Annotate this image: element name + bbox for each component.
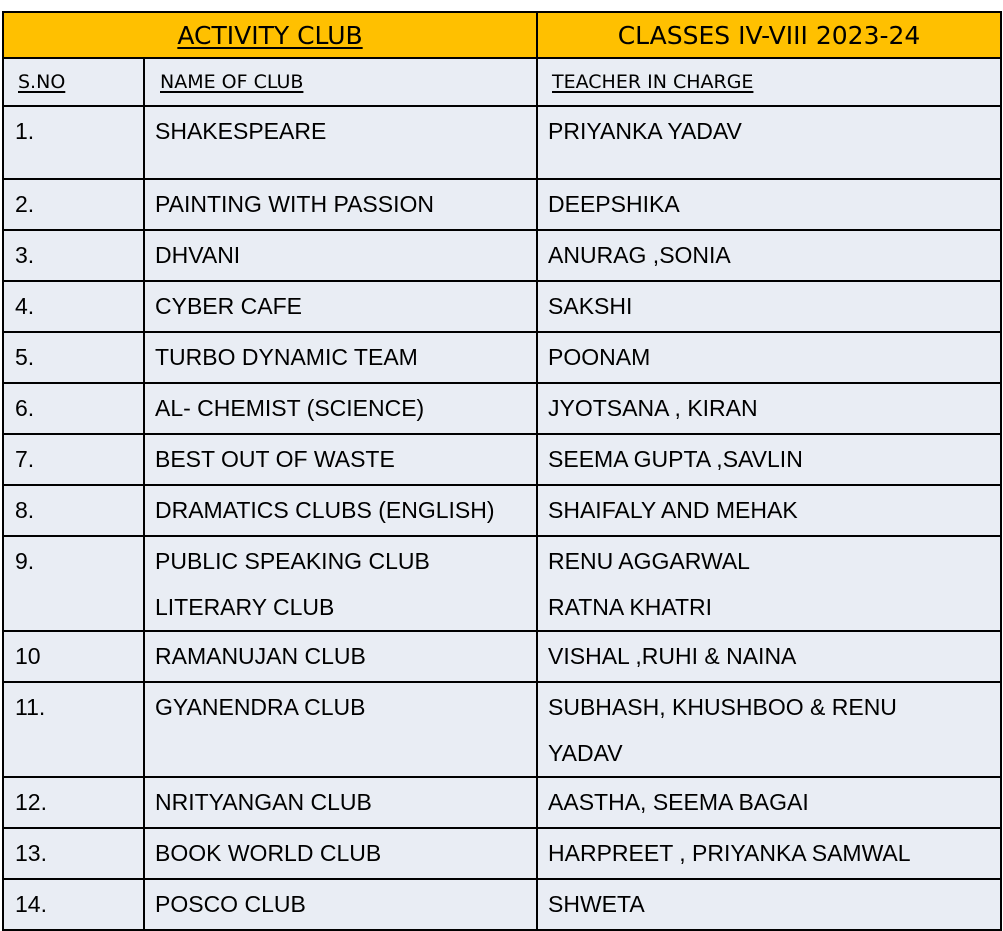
teacher-cell <box>537 777 1001 828</box>
table-row <box>3 828 1001 879</box>
teacher-text: SHAIFALY AND MEHAK <box>548 497 798 523</box>
club-cell <box>144 383 537 434</box>
title-row <box>3 12 1001 58</box>
teacher-text: SUBHASH, KHUSHBOO & RENU <box>548 694 897 720</box>
club-cell <box>144 434 537 485</box>
table-row <box>3 179 1001 230</box>
teacher-cell <box>537 631 1001 682</box>
sno-cell <box>3 281 144 332</box>
classes-year-title: CLASSES IV-VIII 2023-24 <box>537 12 1001 58</box>
club-cell <box>144 179 537 230</box>
sno-cell <box>3 230 144 281</box>
table-title <box>3 12 537 58</box>
teacher-cell <box>537 332 1001 383</box>
club-text: BEST OUT OF WASTE <box>155 446 395 472</box>
club-cell <box>144 485 537 536</box>
sno-cell <box>3 682 144 777</box>
club-text: RAMANUJAN CLUB <box>155 643 366 669</box>
sno-cell <box>3 179 144 230</box>
sno-text: 14. <box>15 891 47 917</box>
club-text: PAINTING WITH PASSION <box>155 191 434 217</box>
sno-cell <box>3 536 144 631</box>
teacher-cell <box>537 828 1001 879</box>
sno-text: 9. <box>15 548 35 574</box>
teacher-cell <box>537 682 1001 777</box>
teacher-text: SEEMA GUPTA ,SAVLIN <box>548 446 803 472</box>
sno-text: 2. <box>15 191 35 217</box>
sno-cell <box>3 631 144 682</box>
club-text: LITERARY CLUB <box>155 594 335 620</box>
table-row <box>3 631 1001 682</box>
teacher-cell <box>537 536 1001 631</box>
table-row <box>3 281 1001 332</box>
teacher-text: RENU AGGARWAL <box>548 548 750 574</box>
table-row <box>3 106 1001 179</box>
club-text: GYANENDRA CLUB <box>155 694 366 720</box>
teacher-text: SAKSHI <box>548 293 633 319</box>
teacher-text: DEEPSHIKA <box>548 191 680 217</box>
teacher-text: HARPREET , PRIYANKA SAMWAL <box>548 840 911 866</box>
sno-text: 5. <box>15 344 35 370</box>
sno-cell <box>3 828 144 879</box>
sno-cell <box>3 777 144 828</box>
club-text: CYBER CAFE <box>155 293 302 319</box>
table-row <box>3 879 1001 930</box>
table-row <box>3 485 1001 536</box>
column-header-club: NAME OF CLUB <box>144 58 537 106</box>
teacher-cell <box>537 106 1001 179</box>
teacher-text: VISHAL ,RUHI & NAINA <box>548 643 797 669</box>
club-cell <box>144 281 537 332</box>
club-cell <box>144 682 537 777</box>
club-cell <box>144 332 537 383</box>
teacher-text: YADAV <box>548 740 623 766</box>
club-cell <box>144 631 537 682</box>
club-text: SHAKESPEARE <box>155 118 327 144</box>
table-row <box>3 383 1001 434</box>
club-text: AL- CHEMIST (SCIENCE) <box>155 395 425 421</box>
club-text: BOOK WORLD CLUB <box>155 840 382 866</box>
teacher-text: SHWETA <box>548 891 645 917</box>
club-text: PUBLIC SPEAKING CLUB <box>155 548 430 574</box>
teacher-text: PRIYANKA YADAV <box>548 118 742 144</box>
teacher-text: RATNA KHATRI <box>548 594 713 620</box>
teacher-cell <box>537 485 1001 536</box>
club-text: NRITYANGAN CLUB <box>155 789 372 815</box>
club-cell <box>144 828 537 879</box>
column-header-sno: S.NO <box>3 58 144 106</box>
sno-cell <box>3 383 144 434</box>
club-cell <box>144 536 537 631</box>
teacher-text: POONAM <box>548 344 651 370</box>
sno-cell <box>3 879 144 930</box>
sno-text: 10 <box>15 643 41 669</box>
teacher-cell <box>537 179 1001 230</box>
club-cell <box>144 106 537 179</box>
sno-cell <box>3 485 144 536</box>
table-row <box>3 230 1001 281</box>
sno-text: 6. <box>15 395 35 421</box>
sno-cell <box>3 434 144 485</box>
sno-text: 7. <box>15 446 35 472</box>
club-cell <box>144 777 537 828</box>
sno-text: 12. <box>15 789 47 815</box>
table-row <box>3 536 1001 631</box>
sno-cell <box>3 106 144 179</box>
column-header-row <box>3 58 1001 106</box>
club-text: POSCO CLUB <box>155 891 306 917</box>
teacher-cell <box>537 879 1001 930</box>
table-row <box>3 682 1001 777</box>
table-row <box>3 434 1001 485</box>
sno-text: 13. <box>15 840 47 866</box>
club-text: DRAMATICS CLUBS (ENGLISH) <box>155 497 495 523</box>
teacher-text: JYOTSANA , KIRAN <box>548 395 758 421</box>
teacher-cell <box>537 281 1001 332</box>
sno-text: 8. <box>15 497 35 523</box>
sno-text: 11. <box>15 694 46 720</box>
teacher-text: AASTHA, SEEMA BAGAI <box>548 789 809 815</box>
teacher-cell <box>537 383 1001 434</box>
club-cell <box>144 230 537 281</box>
sno-text: 4. <box>15 293 35 319</box>
table-row <box>3 777 1001 828</box>
sno-cell <box>3 332 144 383</box>
activity-club-table <box>2 11 1002 931</box>
table-row <box>3 332 1001 383</box>
sno-text: 1. <box>15 118 35 144</box>
club-cell <box>144 879 537 930</box>
sno-text: 3. <box>15 242 35 268</box>
club-text: TURBO DYNAMIC TEAM <box>155 344 418 370</box>
table-title-text: ACTIVITY CLUB <box>177 20 363 50</box>
teacher-cell <box>537 230 1001 281</box>
teacher-text: ANURAG ,SONIA <box>548 242 731 268</box>
teacher-cell <box>537 434 1001 485</box>
column-header-teacher: TEACHER IN CHARGE <box>537 58 1001 106</box>
club-text: DHVANI <box>155 242 241 268</box>
